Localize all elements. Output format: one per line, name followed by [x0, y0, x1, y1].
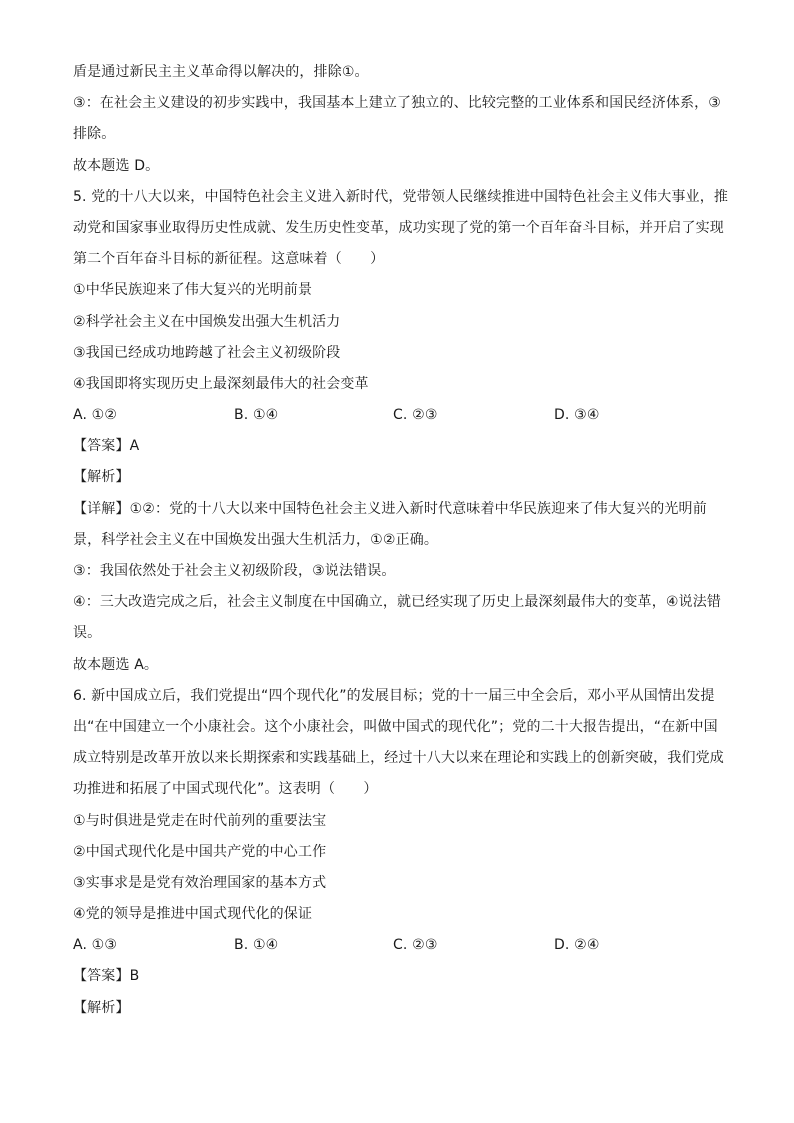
- question-6-stem: 出“在中国建立一个小康社会。这个小康社会，叫做中国式的现代化”；党的二十大报告提出，“在新中国: [73, 718, 718, 735]
- question-5-detail: 误。: [73, 625, 102, 642]
- option-a: A. ①②: [73, 407, 118, 424]
- question-6-stem: 成立特别是改革开放以来长期探索和实践基础上，经过十八大以来在理论和实践上的创新突破，我们党成: [73, 750, 724, 767]
- question-5-answer: 【答案】A: [73, 438, 140, 455]
- question-5-statement: ①中华民族迎来了伟大复兴的光明前景: [73, 282, 313, 299]
- text-line: 盾是通过新民主主义革命得以解决的，排除①。: [73, 64, 369, 80]
- question-5-stem: 5. 党的十八大以来，中国特色社会主义进入新时代，党带领人民继续推进中国特色社会主义伟大事业，推: [73, 188, 729, 205]
- question-6-statement: ②中国式现代化是中国共产党的中心工作: [73, 843, 327, 860]
- option-d: D. ②④: [554, 937, 600, 954]
- text-line: 故本题选 D。: [73, 157, 160, 174]
- question-5-detail: 【详解】①②：党的十八大以来中国特色社会主义进入新时代意味着中华民族迎来了伟大复兴的光明前: [73, 500, 707, 517]
- question-6-statement: ①与时俱进是党走在时代前列的重要法宝: [73, 812, 327, 829]
- question-6-answer: 【答案】B: [73, 968, 140, 985]
- option-d: D. ③④: [554, 407, 600, 424]
- question-5-statement: ③我国已经成功地跨越了社会主义初级阶段: [73, 344, 341, 361]
- question-6-statement: ④党的领导是推进中国式现代化的保证: [73, 906, 313, 923]
- question-6-analysis-label: 【解析】: [73, 999, 130, 1016]
- question-5-detail: ④：三大改造完成之后，社会主义制度在中国确立，就已经实现了历史上最深刻最伟大的变革，④说法错: [73, 594, 721, 611]
- option-a: A. ①③: [73, 937, 118, 954]
- option-c: C. ②③: [393, 937, 438, 954]
- question-5-detail: ③：我国依然处于社会主义初级阶段，③说法错误。: [73, 563, 396, 579]
- document-page: [73, 62, 729, 1029]
- question-6-stem: 6. 新中国成立后，我们党提出“四个现代化”的发展目标；党的十一届三中全会后，邓小平从国情出发提: [73, 687, 715, 704]
- question-5-detail: 景，科学社会主义在中国焕发出强大生机活力，①②正确。: [73, 531, 438, 548]
- question-5-options: [73, 405, 723, 425]
- question-6-statement: ③实事求是是党有效治理国家的基本方式: [73, 874, 327, 891]
- question-5-detail: 故本题选 A。: [73, 656, 159, 673]
- question-5-statement: ④我国即将实现历史上最深刻最伟大的社会变革: [73, 375, 369, 392]
- question-5-stem: 动党和国家事业取得历史性成就、发生历史性变革，成功实现了党的第一个百年奋斗目标，并开启了实现: [73, 219, 724, 236]
- question-5-analysis-label: 【解析】: [73, 469, 130, 486]
- text-line: ③：在社会主义建设的初步实践中，我国基本上建立了独立的、比较完整的工业体系和国民经济体系，③: [73, 95, 721, 112]
- question-5-stem: 第二个百年奋斗目标的新征程。这意味着（ ）: [73, 251, 385, 268]
- option-b: B. ①④: [234, 937, 279, 954]
- option-c: C. ②③: [393, 407, 438, 424]
- option-b: B. ①④: [234, 407, 279, 424]
- question-6-options: [73, 935, 723, 955]
- text-line: 排除。: [73, 126, 116, 143]
- question-6-stem: 功推进和拓展了中国式现代化”。这表明（ ）: [73, 781, 378, 798]
- question-5-statement: ②科学社会主义在中国焕发出强大生机活力: [73, 313, 341, 330]
